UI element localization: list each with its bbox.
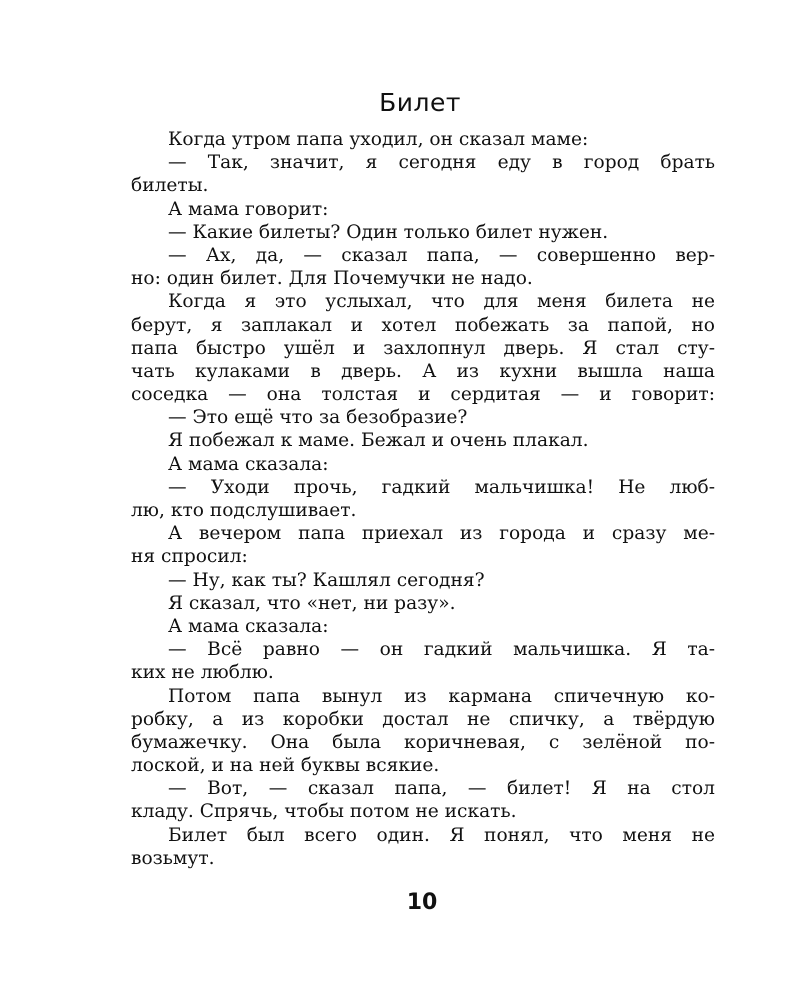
text-line: А мама сказала: xyxy=(168,615,329,637)
text-line: ня спросил: xyxy=(131,546,248,568)
text-line: ких не люблю. xyxy=(131,662,274,684)
text-line: Я побежал к маме. Бежал и очень плакал. xyxy=(168,430,589,452)
text-line: бумажечку. Она была коричневая, с зелёной по- xyxy=(131,731,715,753)
text-line: — Ах, да, — сказал папа, — совершенно вер- xyxy=(168,244,715,266)
chapter-text xyxy=(131,128,715,870)
text-line: Когда утром папа уходил, он сказал маме: xyxy=(168,129,589,150)
text-line: — Уходи прочь, гадкий мальчишка! Не люб- xyxy=(168,476,715,498)
text-line: но: один билет. Для Почемучки не надо. xyxy=(131,268,533,290)
text-line: билеты. xyxy=(131,175,209,197)
text-line: возьмут. xyxy=(131,847,215,869)
text-line: — Ну, как ты? Кашлял сегодня? xyxy=(168,569,485,591)
text-line: робку, а из коробки достал не спичку, а твёрдую xyxy=(131,708,715,730)
text-line: А мама говорит: xyxy=(168,198,329,220)
text-line: А мама сказала: xyxy=(168,453,329,475)
text-line: — Это ещё что за безобразие? xyxy=(168,407,468,429)
text-line: — Вот, — сказал папа, — билет! Я на стол xyxy=(168,778,715,800)
text-line: чать кулаками в дверь. А из кухни вышла наша xyxy=(131,360,715,382)
text-line: соседка — она толстая и сердитая — и говорит: xyxy=(131,384,715,406)
text-line: Когда я это услыхал, что для меня билета не xyxy=(168,291,715,313)
text-line: Я сказал, что «нет, ни разу». xyxy=(168,592,456,614)
text-line: — Какие билеты? Один только билет нужен. xyxy=(168,221,609,243)
chapter-title: Билет xyxy=(379,88,461,117)
text-line: кладу. Спрячь, чтобы потом не искать. xyxy=(131,801,517,823)
text-line: А вечером папа приехал из города и сразу ме- xyxy=(168,523,715,545)
text-line: — Так, значит, я сегодня еду в город брать xyxy=(168,152,715,174)
text-line: лю, кто подслушивает. xyxy=(131,500,357,521)
text-line: берут, я заплакал и хотел побежать за папой, но xyxy=(131,314,715,336)
text-line: лоской, и на ней буквы всякие. xyxy=(131,755,440,777)
page-number: 10 xyxy=(406,890,438,915)
text-line: Потом папа вынул из кармана спичечную ко- xyxy=(168,685,715,707)
text-line: папа быстро ушёл и захлопнул дверь. Я стал сту- xyxy=(131,337,715,359)
text-line: — Всё равно — он гадкий мальчишка. Я та- xyxy=(168,639,715,661)
text-line: Билет был всего один. Я понял, что меня не xyxy=(168,824,715,846)
